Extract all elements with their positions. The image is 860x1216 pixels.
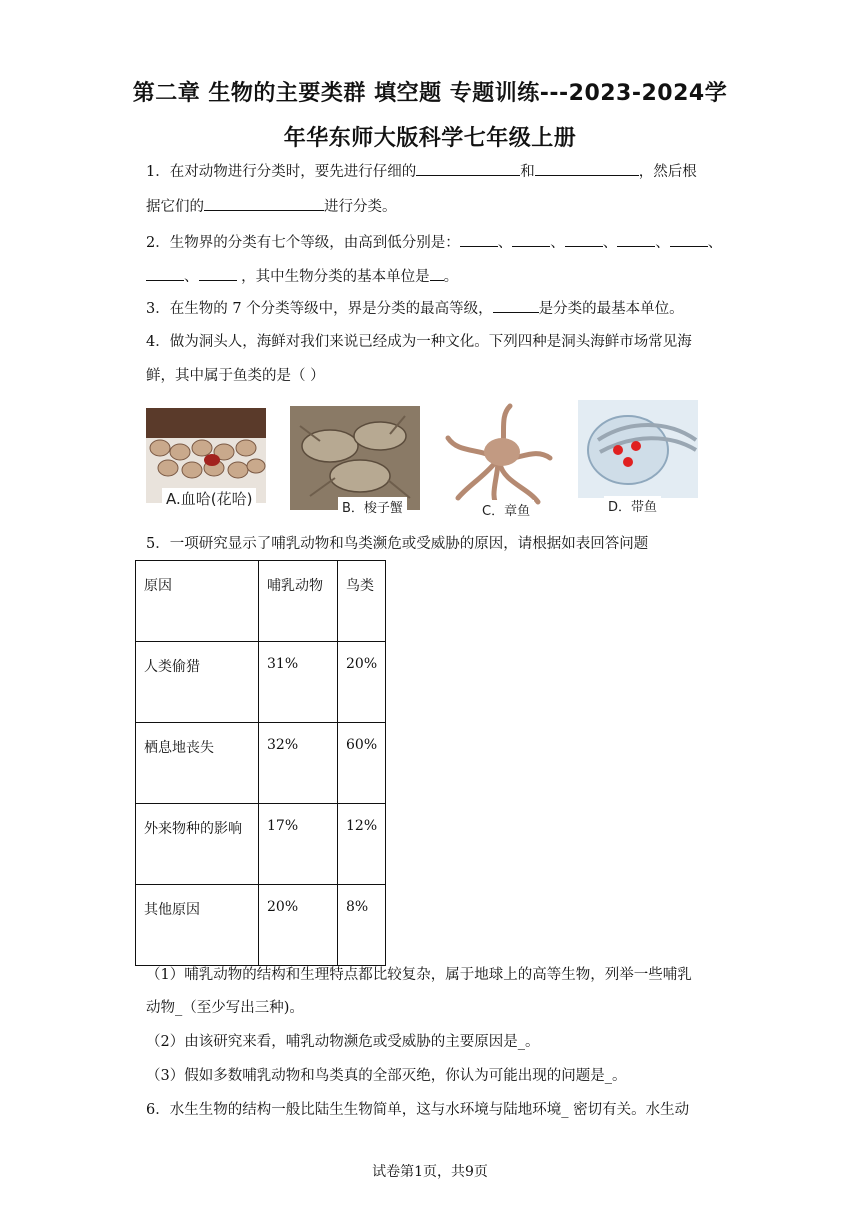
ribbonfish-photo bbox=[578, 400, 698, 498]
table-header: 哺乳动物 bbox=[259, 561, 338, 642]
answer-blank[interactable] bbox=[146, 266, 184, 281]
caption-a: A.血哈(花哈) bbox=[162, 488, 256, 509]
question-5-2: （2）由该研究来看，哺乳动物濒危或受威胁的主要原因是_。 bbox=[146, 1034, 540, 1050]
table-header: 原因 bbox=[136, 561, 259, 642]
question-2-line2: 、 ，其中生物分类的基本单位是 。 bbox=[146, 266, 716, 287]
answer-blank[interactable] bbox=[670, 232, 708, 247]
page-title-line2: 年华东师大版科学七年级上册 bbox=[283, 126, 577, 151]
table-header-row bbox=[136, 561, 386, 642]
answer-blank[interactable] bbox=[512, 232, 550, 247]
table-cell: 20% bbox=[259, 885, 338, 966]
question-1-line1: 1．在对动物进行分类时，要先进行仔细的 和 ，然后根 bbox=[146, 161, 716, 182]
table-row bbox=[136, 804, 386, 885]
crab-photo bbox=[290, 406, 420, 510]
question-5-1-line1: （1）哺乳动物的结构和生理特点都比较复杂，属于地球上的高等生物，列举一些哺乳 bbox=[146, 967, 692, 983]
table-cell: 32% bbox=[259, 723, 338, 804]
table-row bbox=[136, 885, 386, 966]
caption-c: C．章鱼 bbox=[478, 500, 534, 519]
table-cell: 17% bbox=[259, 804, 338, 885]
table-row bbox=[136, 723, 386, 804]
answer-blank[interactable] bbox=[199, 266, 237, 281]
question-5-1-line2: 动物_（至少写出三种)。 bbox=[146, 1000, 304, 1016]
table-cell: 人类偷猎 bbox=[136, 642, 259, 723]
answer-blank[interactable] bbox=[535, 161, 639, 176]
table-cell: 12% bbox=[338, 804, 386, 885]
question-4-line1: 4．做为洞头人，海鲜对我们来说已经成为一种文化。下列四种是洞头海鲜市场常见海 bbox=[146, 334, 692, 350]
question-4-line2: 鲜，其中属于鱼类的是（ ） bbox=[146, 368, 325, 384]
question-3: 3．在生物的 7 个分类等级中，界是分类的最高等级， 是分类的最基本单位。 bbox=[146, 298, 716, 319]
question-1-line2: 据它们的 进行分类。 bbox=[146, 196, 716, 217]
table-cell: 外来物种的影响 bbox=[136, 804, 259, 885]
table-cell: 31% bbox=[259, 642, 338, 723]
answer-blank[interactable] bbox=[460, 232, 498, 247]
answer-blank[interactable] bbox=[617, 232, 655, 247]
table-cell: 60% bbox=[338, 723, 386, 804]
table-row bbox=[136, 642, 386, 723]
answer-blank[interactable] bbox=[416, 161, 520, 176]
data-table bbox=[135, 560, 386, 966]
caption-d: D．带鱼 bbox=[604, 496, 661, 515]
table-cell: 其他原因 bbox=[136, 885, 259, 966]
table-cell: 8% bbox=[338, 885, 386, 966]
page-footer: 试卷第1页，共9页 bbox=[372, 1164, 488, 1180]
answer-blank[interactable] bbox=[430, 266, 444, 281]
question-2-line1: 2．生物界的分类有七个等级，由高到低分别是： 、 、 、 、 、 bbox=[146, 232, 716, 253]
answer-blank[interactable] bbox=[493, 298, 539, 313]
answer-blank[interactable] bbox=[204, 196, 324, 211]
caption-b: B．梭子蟹 bbox=[338, 497, 407, 516]
page-title-line1: 第二章 生物的主要类群 填空题 专题训练---2023-2024学 bbox=[132, 81, 728, 106]
answer-blank[interactable] bbox=[565, 232, 603, 247]
question-5-intro: 5．一项研究显示了哺乳动物和鸟类濒危或受威胁的原因，请根据如表回答问题 bbox=[146, 536, 649, 552]
question-6: 6．水生生物的结构一般比陆生生物简单，这与水环境与陆地环境_ 密切有关。水生动 bbox=[146, 1102, 690, 1118]
question-5-3: （3）假如多数哺乳动物和鸟类真的全部灭绝，你认为可能出现的问题是_。 bbox=[146, 1068, 627, 1084]
table-cell: 20% bbox=[338, 642, 386, 723]
table-cell: 栖息地丧失 bbox=[136, 723, 259, 804]
octopus-photo bbox=[438, 398, 566, 514]
table-header: 鸟类 bbox=[338, 561, 386, 642]
